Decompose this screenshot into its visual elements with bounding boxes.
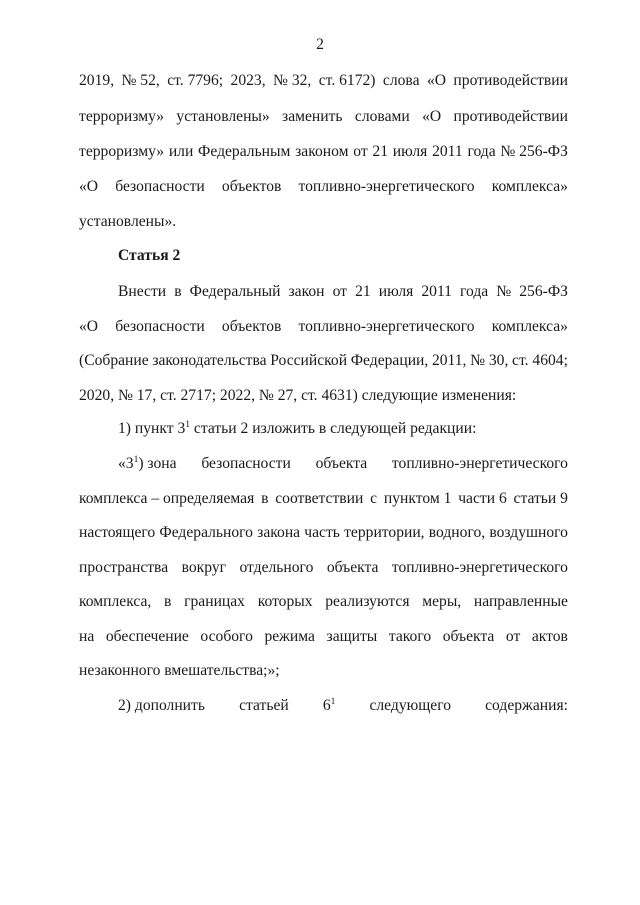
text-line: терроризму» установлены» заменить словами «О противодействии: [79, 108, 568, 125]
item-1-line: 1) пункт $3^1$ статьи 2 изложить в следующей редакции:: [118, 420, 477, 437]
article-heading: Статья 2: [118, 247, 181, 264]
text-line: незаконного вмешательства;»;: [79, 662, 280, 679]
page-number: 2: [316, 36, 324, 53]
text-line: настоящего Федерального закона часть территории, водного, воздушного: [79, 524, 568, 541]
text-line: «$3^1$) зона безопасности объекта топливно-энергетического: [118, 455, 568, 472]
text-line: комплекса – определяемая в соответствии с пунктом 1 части 6 статьи 9: [79, 490, 568, 507]
text-line: Внести в Федеральный закон от 21 июля 2011 года № 256-ФЗ: [118, 283, 568, 300]
text-line: пространства вокруг отдельного объекта топливно-энергетического: [79, 559, 568, 576]
text-line: 2019, № 52, ст. 7796; 2023, № 32, ст. 6172) слова «О противодействии: [79, 72, 568, 89]
item-2-line: 2) дополнить статьей $6^1$ следующего содержания:: [118, 697, 568, 714]
text-line: установлены».: [79, 213, 177, 230]
text-line: терроризму» или Федеральным законом от 21 июля 2011 года № 256-ФЗ: [79, 143, 568, 160]
text-line: «О безопасности объектов топливно-энергетического комплекса»: [79, 318, 568, 335]
text-line: на обеспечение особого режима защиты такого объекта от актов: [79, 628, 568, 645]
text-line: (Собрание законодательства Российской Федерации, 2011, № 30, ст. 4604;: [79, 352, 568, 369]
text-line: комплекса, в границах которых реализуются меры, направленные: [79, 593, 568, 610]
text-line: 2020, № 17, ст. 2717; 2022, № 27, ст. 4631) следующие изменения:: [79, 387, 517, 404]
text-line: «О безопасности объектов топливно-энергетического комплекса»: [79, 178, 568, 195]
